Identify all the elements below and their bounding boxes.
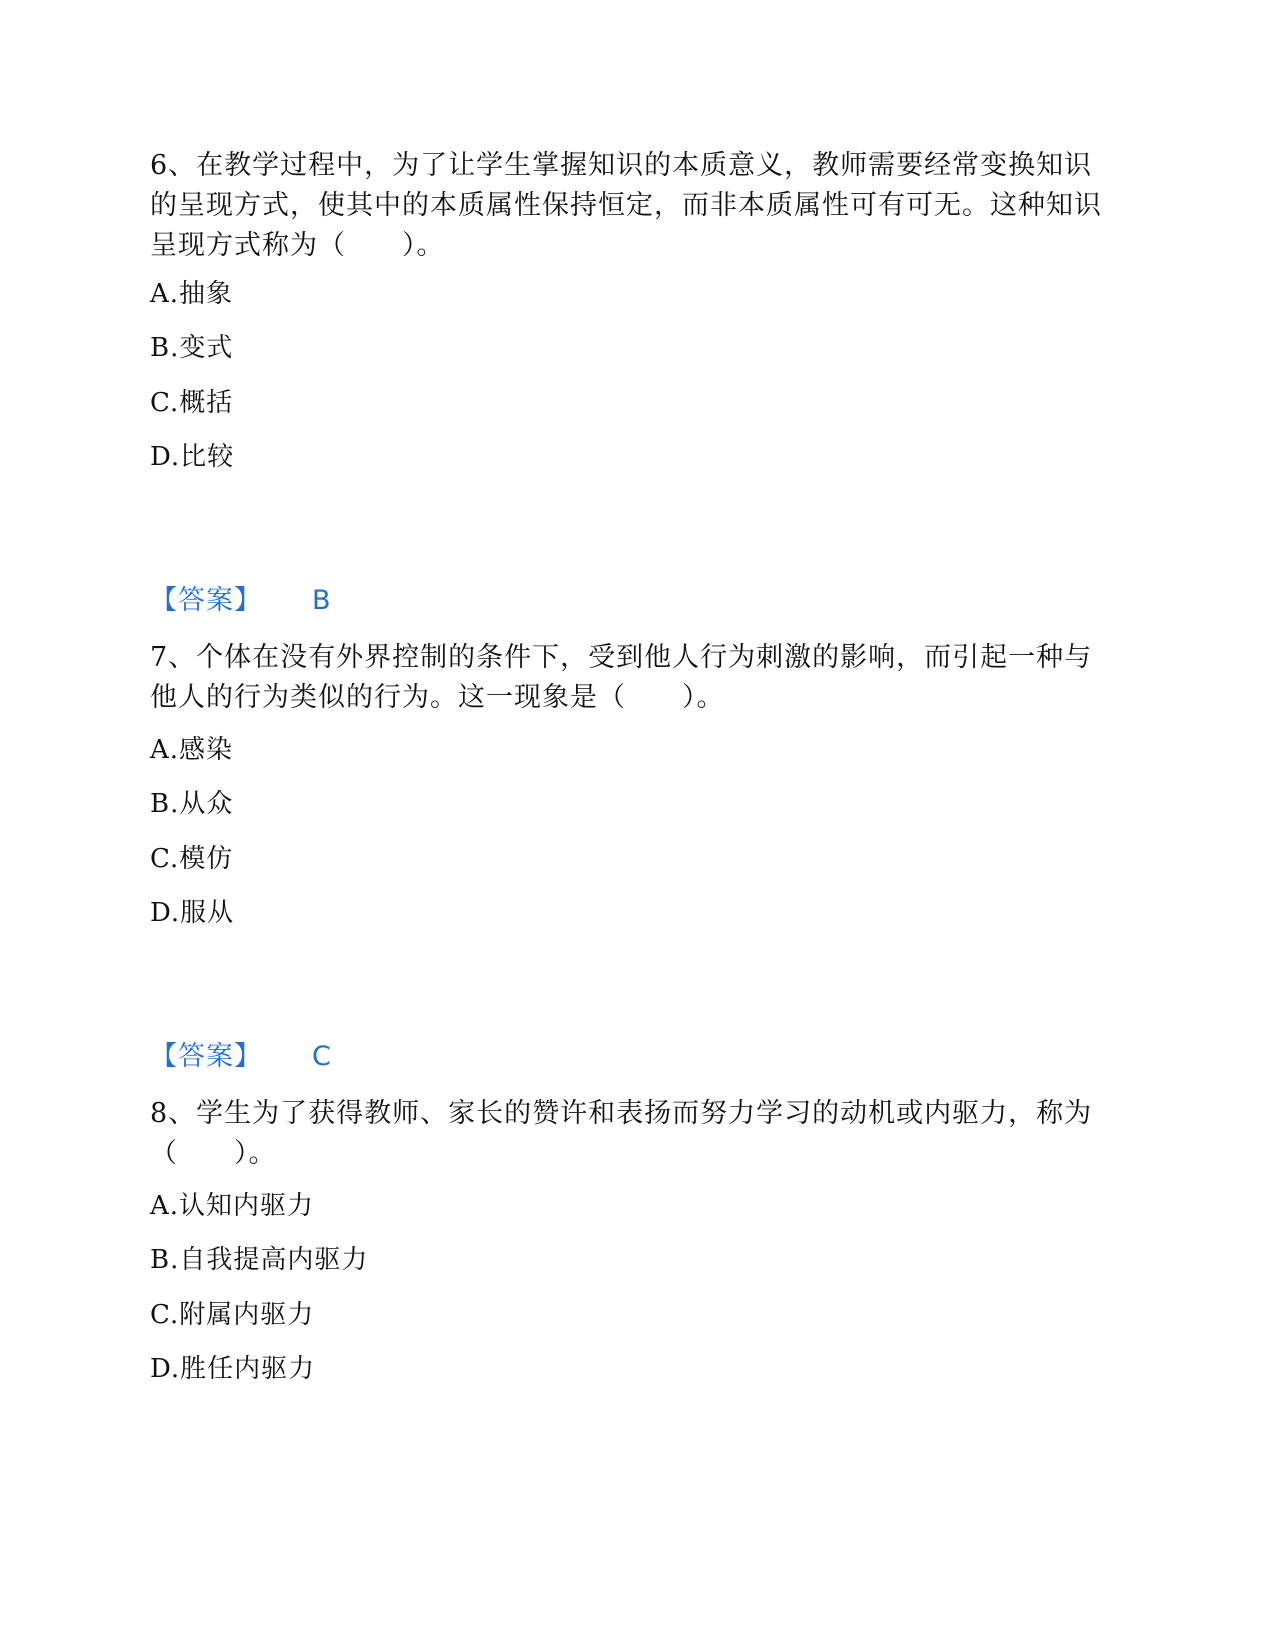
question-7-answer — [150, 1040, 331, 1074]
question-6-option-c: C.概括 — [150, 388, 234, 418]
question-6-option-b: B.变式 — [150, 333, 234, 363]
answer-label: 【答案】 — [150, 585, 262, 616]
question-8-stem: 8、学生为了获得教师、家长的赞许和表扬而努力学习的动机或内驱力，称为（ ）。 — [150, 1098, 1093, 1169]
question-7-stem: 7、个体在没有外界控制的条件下，受到他人行为刺激的影响，而引起一种与他人的行为类似的行为。这一现象是（ ）。 — [150, 642, 1093, 713]
question-6-option-a: A.抽象 — [150, 279, 234, 309]
question-7-option-d: D.服从 — [150, 898, 235, 928]
answer-value: B — [312, 585, 331, 616]
answer-value: C — [312, 1041, 331, 1072]
question-8-option-b: B.自我提高内驱力 — [150, 1245, 369, 1275]
question-8-option-d: D.胜任内驱力 — [150, 1354, 316, 1384]
question-7-option-c: C.模仿 — [150, 844, 234, 874]
question-6-stem: 6、在教学过程中，为了让学生掌握知识的本质意义，教师需要经常变换知识的呈现方式，使其中的本质属性保持恒定，而非本质属性可有可无。这种知识呈现方式称为（ ）。 — [150, 150, 1102, 261]
question-7-option-a: A.感染 — [150, 735, 234, 765]
question-8-option-a: A.认知内驱力 — [150, 1191, 315, 1221]
question-6-answer — [150, 584, 331, 618]
answer-label: 【答案】 — [150, 1041, 262, 1072]
question-6-option-d: D.比较 — [150, 442, 235, 472]
question-7-option-b: B.从众 — [150, 789, 234, 819]
question-8-option-c: C.附属内驱力 — [150, 1300, 315, 1330]
